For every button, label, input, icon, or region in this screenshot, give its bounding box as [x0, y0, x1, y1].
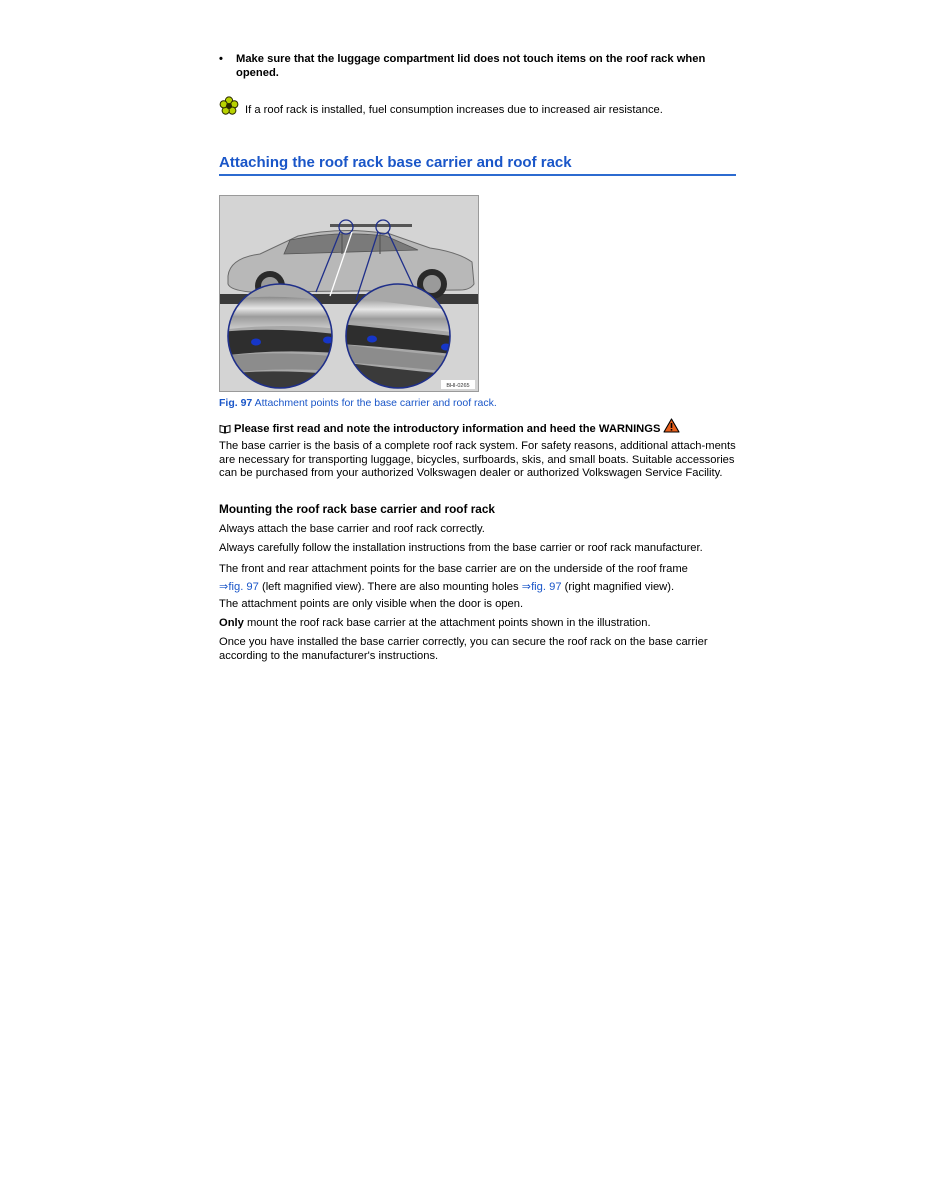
fig-97-link-left[interactable]: ⇒fig. 97 — [219, 580, 259, 593]
section-heading: Attaching the roof rack base carrier and roof rack — [219, 154, 736, 176]
bullet-symbol: • — [219, 53, 223, 65]
bullet-item — [219, 53, 729, 80]
environment-note-text: If a roof rack is installed, fuel consumption increases due to increased air resistance. — [245, 104, 663, 116]
body-paragraph-3: Always carefully follow the installation instructions from the base carrier or roof rack manufacturer. — [219, 542, 703, 554]
body-paragraph-6 — [219, 617, 737, 631]
figure-caption-label: Fig. 97 — [219, 397, 253, 409]
figure-code: BHI-0265 — [446, 383, 470, 389]
body-paragraph-2: Always attach the base carrier and roof rack correctly. — [219, 523, 485, 535]
car-roof-attachment-illustration — [220, 196, 478, 391]
intro-text: Please first read and note the introductory information and heed the WARNINGS — [234, 423, 661, 435]
intro-warning-line — [219, 418, 680, 437]
body-p6-bold: Only — [219, 617, 244, 629]
fig-97-link-right[interactable]: ⇒fig. 97 — [521, 580, 562, 593]
environment-flower-icon — [219, 96, 239, 116]
bullet-text: Make sure that the luggage compartment lid does not touch items on the roof rack when opened. — [236, 53, 706, 79]
body-paragraph-1: The base carrier is the basis of a complete roof rack system. For safety reasons, additional attach-ments are necessary for transporting luggage, bicycles, surfboards, skis, and small boats. Suitable accessories can be purchased from your authorized Volkswagen dealer or authorized Volkswagen Service Facility. — [219, 440, 736, 479]
figure-97-illustration — [219, 195, 479, 392]
warning-triangle-icon[interactable] — [663, 418, 680, 433]
body-paragraph-7: Once you have installed the base carrier correctly, you can secure the roof rack on the base carrier according to the manufacturer's instructions. — [219, 636, 708, 662]
body-p4-text-c: (right magnified view). — [561, 580, 675, 593]
body-paragraph-4 — [219, 561, 737, 596]
book-icon — [219, 424, 231, 434]
body-p4-text-b: (left magnified view). There are also mounting holes — [258, 580, 522, 593]
subheading: Mounting the roof rack base carrier and roof rack — [219, 502, 495, 516]
figure-caption — [219, 397, 497, 409]
body-p4-text-a: The front and rear attachment points for the base carrier are on the underside of the roof frame — [219, 563, 688, 575]
figure-caption-text: Attachment points for the base carrier and roof rack. — [252, 397, 497, 409]
body-p6-rest: mount the roof rack base carrier at the attachment points shown in the illustration. — [243, 617, 651, 629]
body-paragraph-5: The attachment points are only visible when the door is open. — [219, 598, 524, 610]
